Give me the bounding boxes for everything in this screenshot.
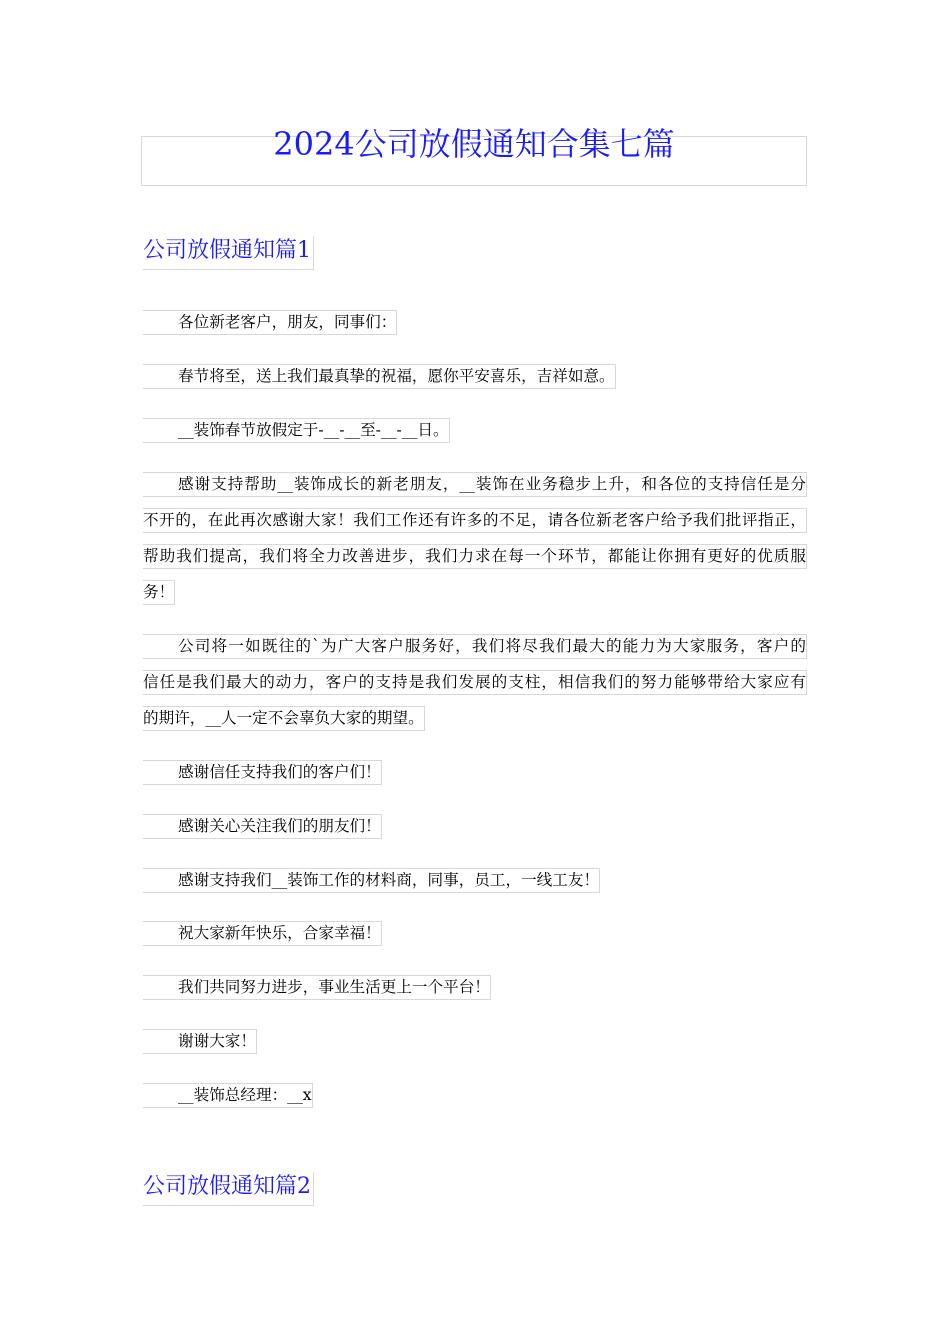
paragraph-line: 祝大家新年快乐，合家幸福！ [143,921,382,946]
paragraph-line: 公司将一如既往的`为广大客户服务好，我们将尽我们最大的能力为大家服务，客户的 [143,634,807,659]
paragraph-line: 我们共同努力进步，事业生活更上一个平台！ [143,975,491,1000]
paragraph-line: 感谢关心关注我们的朋友们！ [143,814,382,839]
paragraph-line: 谢谢大家！ [143,1029,257,1054]
paragraph-line: 感谢支持帮助__装饰成长的新老朋友，__装饰在业务稳步上升，和各位的支持信任是分 [143,472,807,497]
paragraph-line: 帮助我们提高，我们将全力改善进步，我们力求在每一个环节，都能让你拥有更好的优质服 [143,544,807,569]
document-title: 2024公司放假通知合集七篇 [273,125,675,163]
document-title-box [141,125,807,186]
paragraph-line: __装饰春节放假定于-__-__至-__-__日。 [143,418,450,443]
paragraph-line: 各位新老客户，朋友，同事们： [143,310,397,335]
paragraph-line: 信任是我们最大的动力，客户的支持是我们发展的支柱，相信我们的努力能够带给大家应有 [143,670,807,695]
paragraph-line: 的期许，__人一定不会辜负大家的期望。 [143,706,425,731]
section-1-heading: 公司放假通知篇1 [143,236,314,270]
paragraph-line: 感谢信任支持我们的客户们！ [143,760,382,785]
section-2-heading: 公司放假通知篇2 [143,1172,314,1206]
paragraph-line: 感谢支持我们__装饰工作的材料商，同事，员工，一线工友！ [143,868,600,893]
paragraph-line: 务！ [143,580,175,605]
paragraph-line: 春节将至，送上我们最真挚的祝福，愿你平安喜乐，吉祥如意。 [143,364,616,389]
signature-line: __装饰总经理：__x [143,1083,313,1108]
paragraph-line: 不开的，在此再次感谢大家！我们工作还有许多的不足，请各位新老客户给予我们批评指正， [143,508,807,533]
